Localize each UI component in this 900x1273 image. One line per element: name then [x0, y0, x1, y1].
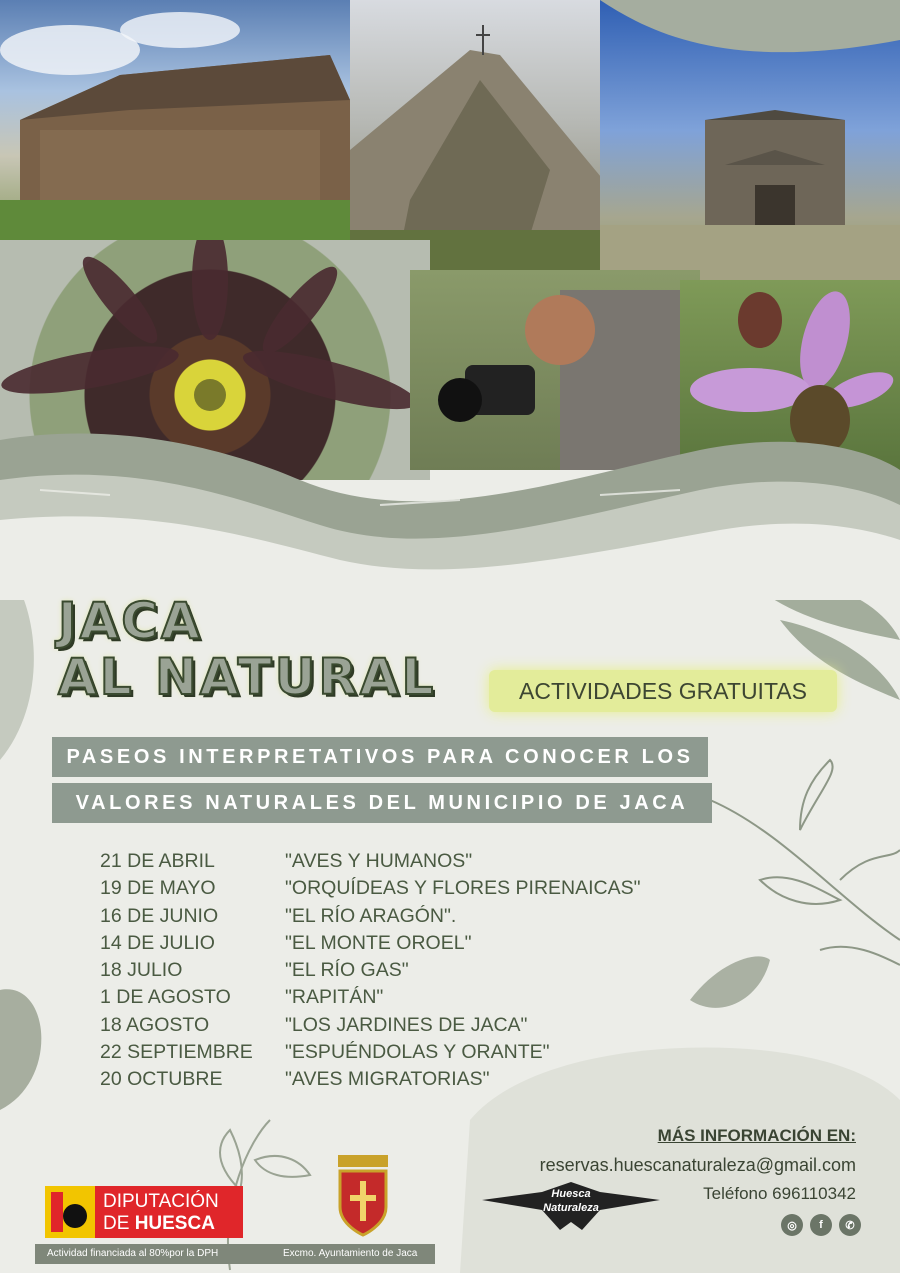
title-line-2: AL NATURAL — [58, 648, 437, 706]
schedule-list — [100, 850, 641, 1096]
hn-logo-line1: Huesca — [551, 1188, 591, 1200]
schedule-date: 20 OCTUBRE — [100, 1068, 223, 1091]
schedule-row — [100, 905, 641, 932]
schedule-date: 18 JULIO — [100, 959, 183, 982]
title-line-1: JACA — [58, 592, 203, 650]
dph-line2 — [103, 1213, 215, 1235]
schedule-activity: "EL MONTE OROEL" — [285, 931, 472, 954]
subtitle-banner-1: PASEOS INTERPRETATIVOS PARA CONOCER LOS — [52, 737, 708, 777]
dph-line2-bold: HUESCA — [134, 1213, 215, 1234]
huesca-naturaleza-logo — [482, 1180, 660, 1232]
whatsapp-icon[interactable]: ✆ — [839, 1214, 861, 1236]
schedule-activity: "ESPUÉNDOLAS Y ORANTE" — [285, 1041, 550, 1064]
ayuntamiento-coat-of-arms — [330, 1145, 396, 1237]
hn-logo-line2: Naturaleza — [543, 1202, 599, 1214]
schedule-activity: "EL RÍO GAS" — [285, 959, 409, 982]
schedule-row — [100, 1014, 641, 1041]
schedule-row — [100, 986, 641, 1013]
schedule-row — [100, 1041, 641, 1068]
schedule-row — [100, 959, 641, 986]
dph-logo — [45, 1186, 243, 1238]
schedule-date: 16 DE JUNIO — [100, 904, 219, 927]
schedule-date: 21 DE ABRIL — [100, 850, 215, 872]
schedule-activity: "AVES MIGRATORIAS" — [285, 1068, 490, 1091]
schedule-date: 18 AGOSTO — [100, 1013, 210, 1036]
free-activities-badge: ACTIVIDADES GRATUITAS — [489, 670, 837, 712]
subtitle-banner-2: VALORES NATURALES DEL MUNICIPIO DE JACA — [52, 783, 712, 823]
instagram-icon[interactable]: ◎ — [781, 1214, 803, 1236]
contact-phone[interactable]: Teléfono 696110342 — [703, 1184, 856, 1203]
schedule-activity: "AVES Y HUMANOS" — [285, 850, 473, 872]
schedule-row — [100, 850, 641, 877]
schedule-activity: "LOS JARDINES DE JACA" — [285, 1013, 528, 1036]
hermitage-photo — [600, 0, 900, 290]
facebook-icon[interactable]: f — [810, 1214, 832, 1236]
contact-email[interactable]: reservas.huescanaturaleza@gmail.com — [539, 1155, 856, 1175]
schedule-date: 1 DE AGOSTO — [100, 986, 231, 1009]
leaf-branch-right — [710, 760, 900, 965]
schedule-row — [100, 1068, 641, 1095]
schedule-row — [100, 877, 641, 904]
wave-divider — [0, 420, 900, 600]
dph-line2-prefix: DE — [103, 1213, 135, 1234]
ayto-caption: Excmo. Ayuntamiento de Jaca — [283, 1248, 418, 1259]
schedule-date: 22 SEPTIEMBRE — [100, 1041, 253, 1064]
dph-emblem-icon — [45, 1186, 95, 1238]
schedule-row — [100, 932, 641, 959]
schedule-activity: "EL RÍO ARAGÓN". — [285, 904, 457, 927]
dph-line1: DIPUTACIÓN — [103, 1191, 219, 1212]
schedule-date: 19 DE MAYO — [100, 877, 216, 900]
dph-caption: Actividad financiada al 80%por la DPH — [47, 1248, 219, 1259]
schedule-date: 14 DE JULIO — [100, 931, 215, 954]
schedule-activity: "ORQUÍDEAS Y FLORES PIRENAICAS" — [285, 877, 641, 900]
schedule-activity: "RAPITÁN" — [285, 986, 384, 1009]
more-info-heading: MÁS INFORMACIÓN EN: — [657, 1126, 856, 1145]
chapel-photo — [0, 0, 370, 260]
